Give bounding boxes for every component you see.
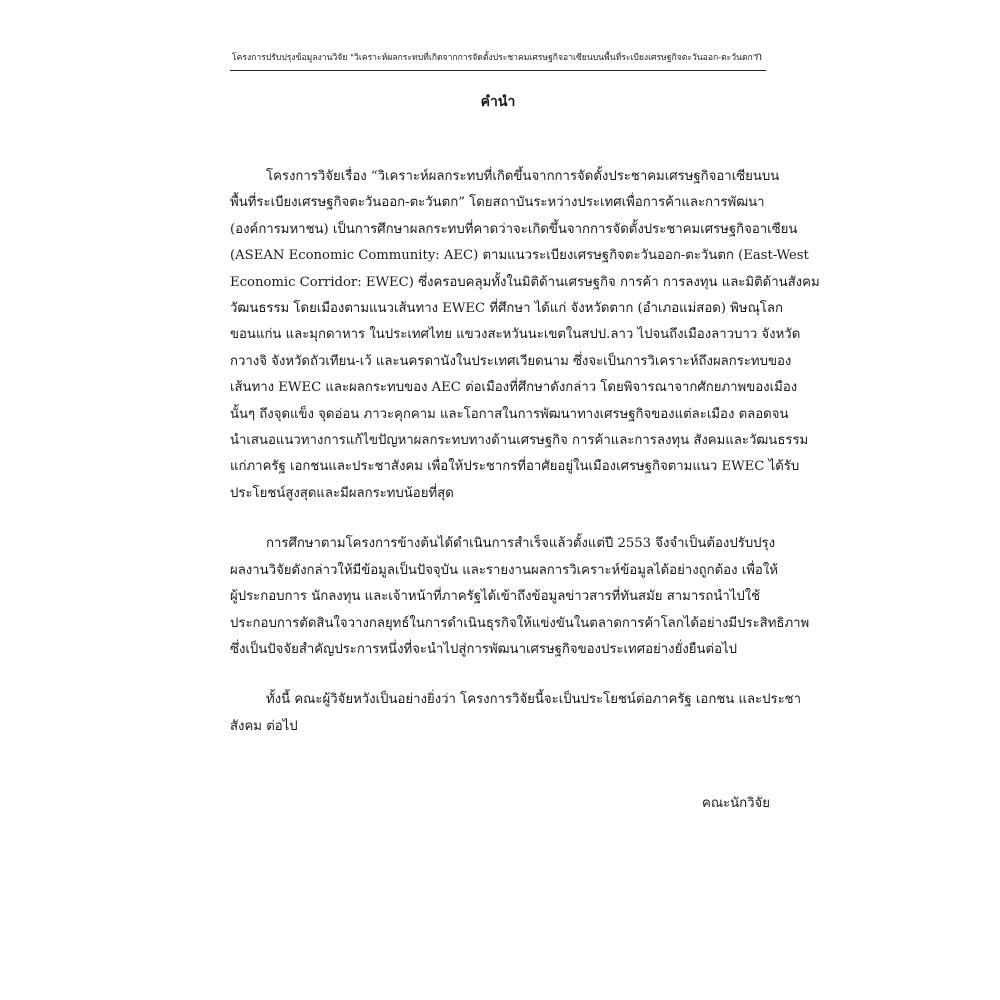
text-line: การศึกษาตามโครงการข้างต้นได้ดำเนินการสำเร็จแล้วตั้งแต่ปี 2553 จึงจำเป็นต้องปรับปรุง — [266, 536, 776, 552]
text-line: (องค์การมหาชน) เป็นการศึกษาผลกระทบที่คาดว่าจะเกิดขึ้นจากการจัดตั้งประชาคมเศรษฐกิจอาเซียน — [230, 221, 798, 237]
paragraph-1 — [230, 164, 820, 507]
text-line: กวางจิ จังหวัดถัวเทียน-เว้ และนครดานังในประเทศเวียดนาม ซึ่งจะเป็นการวิเคราะห์ถึงผลกระทบของ — [230, 353, 792, 369]
text-line: วัฒนธรรม โดยเมืองตามแนวเส้นทาง EWEC ที่ศึกษา ได้แก่ จังหวัดตาก (อำเภอแม่สอด) พิษณุโลก — [230, 301, 783, 317]
running-header-title: โครงการปรับปรุงข้อมูลงานวิจัย "วิเคราะห์ผลกระทบที่เกิดจากการจัดตั้งประชาคมเศรษฐกิจอาเซียนบนพื้นที่ระเบียงเศรษฐกิจตะวันออก-ตะวันตก" — [232, 53, 757, 63]
text-line: นั้นๆ ถึงจุดแข็ง จุดอ่อน ภาวะคุกคาม และโอกาสในการพัฒนาทางเศรษฐกิจของแต่ละเมือง ตลอดจน — [230, 406, 789, 422]
text-line: เส้นทาง EWEC และผลกระทบของ AEC ต่อเมืองที่ศึกษาดังกล่าว โดยพิจารณาจากศักยภาพของเมือง — [230, 380, 798, 396]
paragraph-3 — [230, 687, 802, 740]
text-line: ทั้งนี้ คณะผู้วิจัยหวังเป็นอย่างยิ่งว่า โครงการวิจัยนี้จะเป็นประโยชน์ต่อภาครัฐ เอกชน และประชา — [266, 692, 802, 708]
paragraph-2 — [230, 531, 810, 663]
header-divider — [230, 70, 766, 71]
page-number: ก — [755, 50, 762, 63]
text-line: สังคม ต่อไป — [230, 718, 298, 734]
text-line: ประกอบการตัดสินใจวางกลยุทธ์ในการดำเนินธุรกิจให้แข่งขันในตลาดการค้าโลกได้อย่างมีประสิทธิภาพ — [230, 615, 810, 631]
page-title: คำนำ — [480, 94, 516, 110]
preface-body — [230, 164, 820, 764]
text-line: Economic Corridor: EWEC) ซึ่งครอบคลุมทั้งในมิติด้านเศรษฐกิจ การค้า การลงทุน และมิติด้านสังคม — [230, 274, 820, 290]
text-line: พื้นที่ระเบียงเศรษฐกิจตะวันออก-ตะวันตก” โดยสถาบันระหว่างประเทศเพื่อการค้าและการพัฒนา — [230, 195, 765, 211]
text-line: ผู้ประกอบการ นักลงทุน และเจ้าหน้าที่ภาครัฐได้เข้าถึงข้อมูลข่าวสารที่ทันสมัย สามารถนำไปใช้ — [230, 589, 761, 605]
running-header — [232, 44, 764, 64]
text-line: นำเสนอแนวทางการแก้ไขปัญหาผลกระทบทางด้านเศรษฐกิจ การค้าและการลงทุน สังคมและวัฒนธรรม — [230, 433, 809, 449]
text-line: ขอนแก่น และมุกดาหาร ในประเทศไทย แขวงสะหวันนะเขตในสปป.ลาว ไปจนถึงเมืองลาวบาว จังหวัด — [230, 327, 801, 343]
text-line: ซึ่งเป็นปัจจัยสำคัญประการหนึ่งที่จะนำไปสู่การพัฒนาเศรษฐกิจของประเทศอย่างยั่งยืนต่อไป — [230, 641, 737, 657]
text-line: (ASEAN Economic Community: AEC) ตามแนวระเบียงเศรษฐกิจตะวันออก-ตะวันตก (East-West — [230, 248, 809, 264]
text-line: ผลงานวิจัยดังกล่าวให้มีข้อมูลเป็นปัจจุบัน และรายงานผลการวิเคราะห์ข้อมูลได้อย่างถูกต้อง เพื่อให้ — [230, 562, 778, 578]
signature: คณะนักวิจัย — [702, 796, 770, 811]
text-line: ประโยชน์สูงสุดและมีผลกระทบน้อยที่สุด — [230, 485, 454, 501]
text-line: โครงการวิจัยเรื่อง “วิเคราะห์ผลกระทบที่เกิดขึ้นจากการจัดตั้งประชาคมเศรษฐกิจอาเซียนบน — [266, 169, 780, 184]
text-line: แก่ภาครัฐ เอกชนและประชาสังคม เพื่อให้ประชากรที่อาศัยอยู่ในเมืองเศรษฐกิจตามแนว EWEC ได้รับ — [230, 459, 800, 475]
